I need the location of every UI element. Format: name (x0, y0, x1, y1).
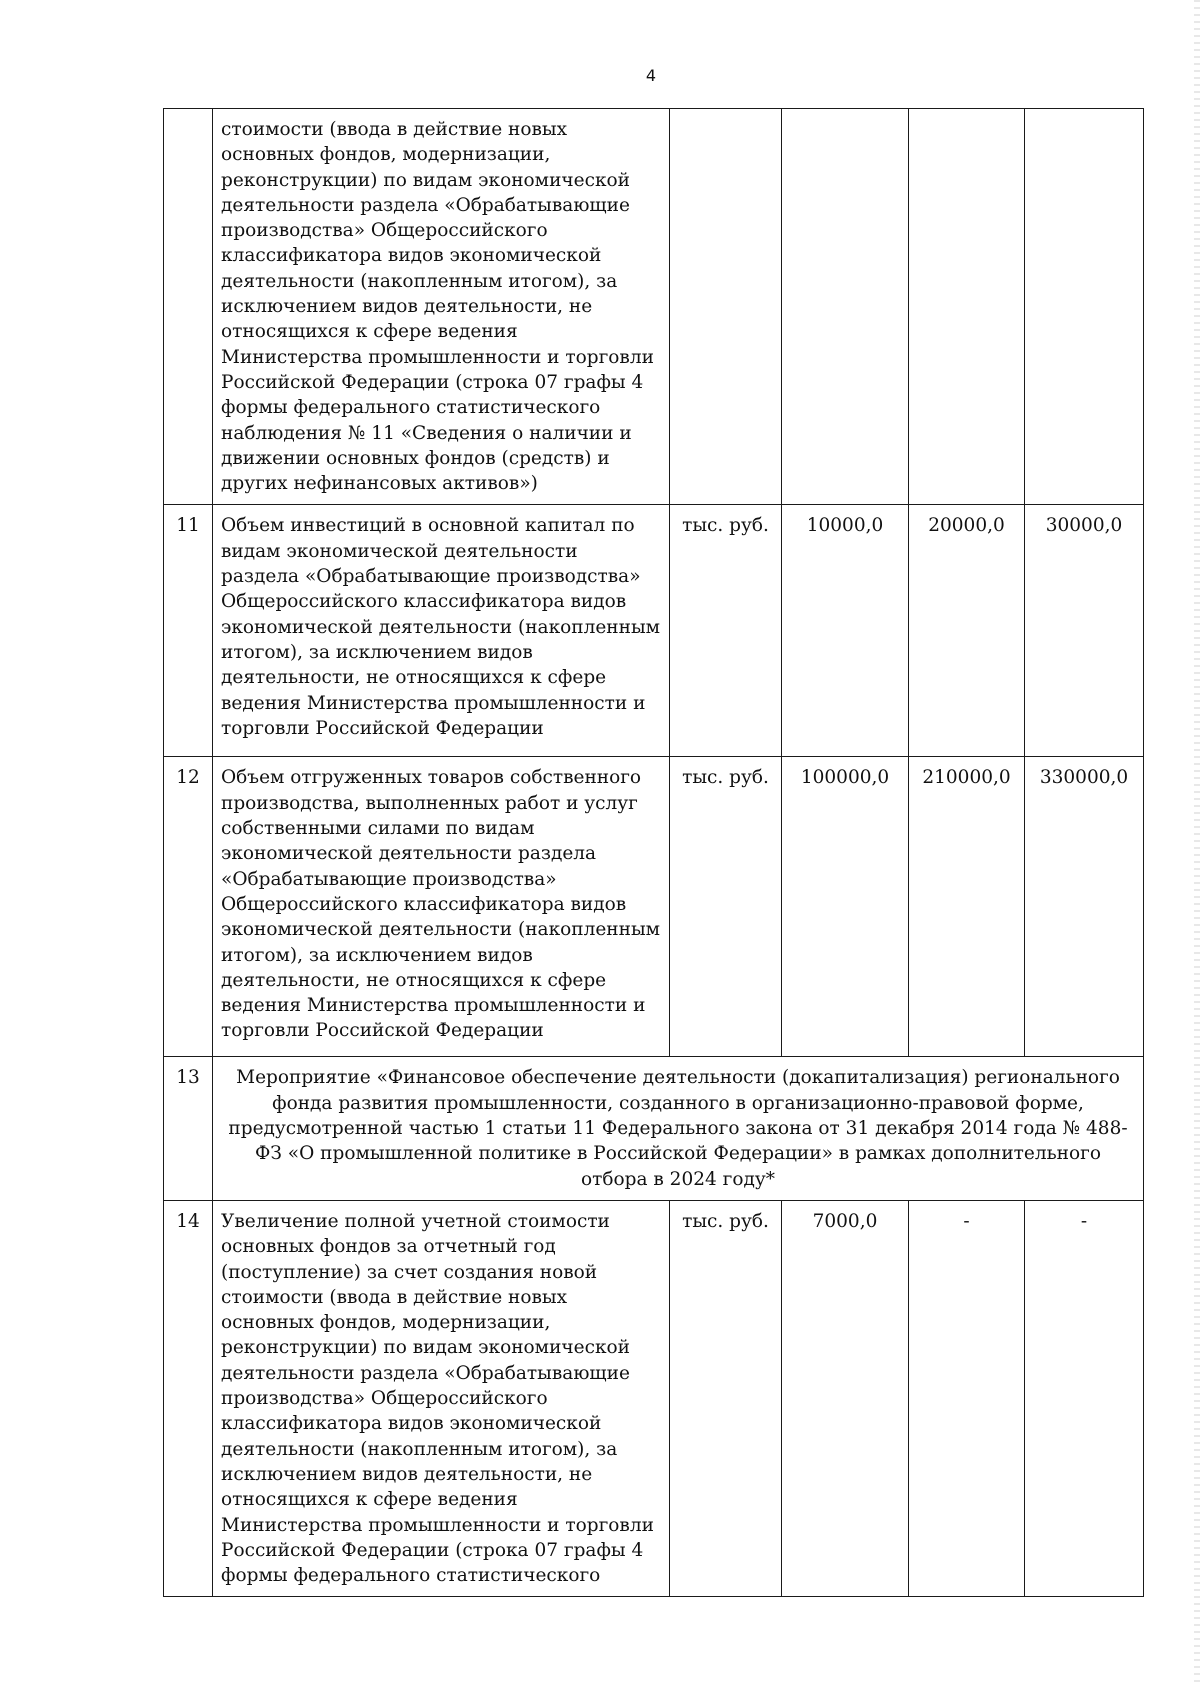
row-number: 13 (164, 1057, 213, 1200)
table-row-continuation (164, 109, 1144, 505)
value-year-1 (782, 109, 909, 505)
row-number: 11 (164, 505, 213, 757)
value-year-3: - (1025, 1200, 1144, 1596)
unit-cell: тыс. руб. (670, 505, 782, 757)
table-row-12 (164, 757, 1144, 1057)
table-row-13 (164, 1057, 1144, 1200)
scan-edge-noise (1194, 0, 1200, 1686)
measure-heading: Мероприятие «Финансовое обеспечение деятельности (докапитализация) регионального фонда развития промышленности, созданного в организационно-правовой форме, предусмотренной частью 1 статьи 11 Федерального закона от 31 декабря 2014 года № 488-ФЗ «О промышленной политике в Российской Федерации» в рамках дополнительного отбора в 2024 году* (213, 1057, 1144, 1200)
row-number: 14 (164, 1200, 213, 1596)
indicator-description: Объем инвестиций в основной капитал по видам экономической деятельности раздела «Обрабатывающие производства» Общероссийского классификатора видов экономической деятельности (накопленным итогом), за исключением видов деятельности, не относящихся к сфере ведения Министерства промышленности и торговли Российской Федерации (213, 505, 670, 757)
value-year-3: 330000,0 (1025, 757, 1144, 1057)
value-year-1: 10000,0 (782, 505, 909, 757)
value-year-3 (1025, 109, 1144, 505)
row-number (164, 109, 213, 505)
value-year-1: 7000,0 (782, 1200, 909, 1596)
indicator-table (163, 108, 1144, 1597)
table-row-14 (164, 1200, 1144, 1596)
row-number: 12 (164, 757, 213, 1057)
indicator-description: стоимости (ввода в действие новых основных фондов, модернизации, реконструкции) по видам экономической деятельности раздела «Обрабатывающие производства» Общероссийского классификатора видов экономической деятельности (накопленным итогом), за исключением видов деятельности, не относящихся к сфере ведения Министерства промышленности и торговли Российской Федерации (строка 07 графы 4 формы федерального статистического наблюдения № 11 «Сведения о наличии и движении основных фондов (средств) и других нефинансовых активов») (213, 109, 670, 505)
indicator-description: Увеличение полной учетной стоимости основных фондов за отчетный год (поступление) за счет создания новой стоимости (ввода в действие новых основных фондов, модернизации, реконструкции) по видам экономической деятельности раздела «Обрабатывающие производства» Общероссийского классификатора видов экономической деятельности (накопленным итогом), за исключением видов деятельности, не относящихся к сфере ведения Министерства промышленности и торговли Российской Федерации (строка 07 графы 4 формы федерального статистического (213, 1200, 670, 1596)
page-number: 4 (645, 66, 657, 85)
value-year-2: 20000,0 (909, 505, 1025, 757)
value-year-2: 210000,0 (909, 757, 1025, 1057)
table-row-11 (164, 505, 1144, 757)
unit-cell: тыс. руб. (670, 1200, 782, 1596)
value-year-2 (909, 109, 1025, 505)
value-year-2: - (909, 1200, 1025, 1596)
unit-cell: тыс. руб. (670, 757, 782, 1057)
value-year-1: 100000,0 (782, 757, 909, 1057)
value-year-3: 30000,0 (1025, 505, 1144, 757)
indicator-description: Объем отгруженных товаров собственного производства, выполненных работ и услуг собственными силами по видам экономической деятельности раздела «Обрабатывающие производства» Общероссийского классификатора видов экономической деятельности (накопленным итогом), за исключением видов деятельности, не относящихся к сфере ведения Министерства промышленности и торговли Российской Федерации (213, 757, 670, 1057)
unit-cell (670, 109, 782, 505)
